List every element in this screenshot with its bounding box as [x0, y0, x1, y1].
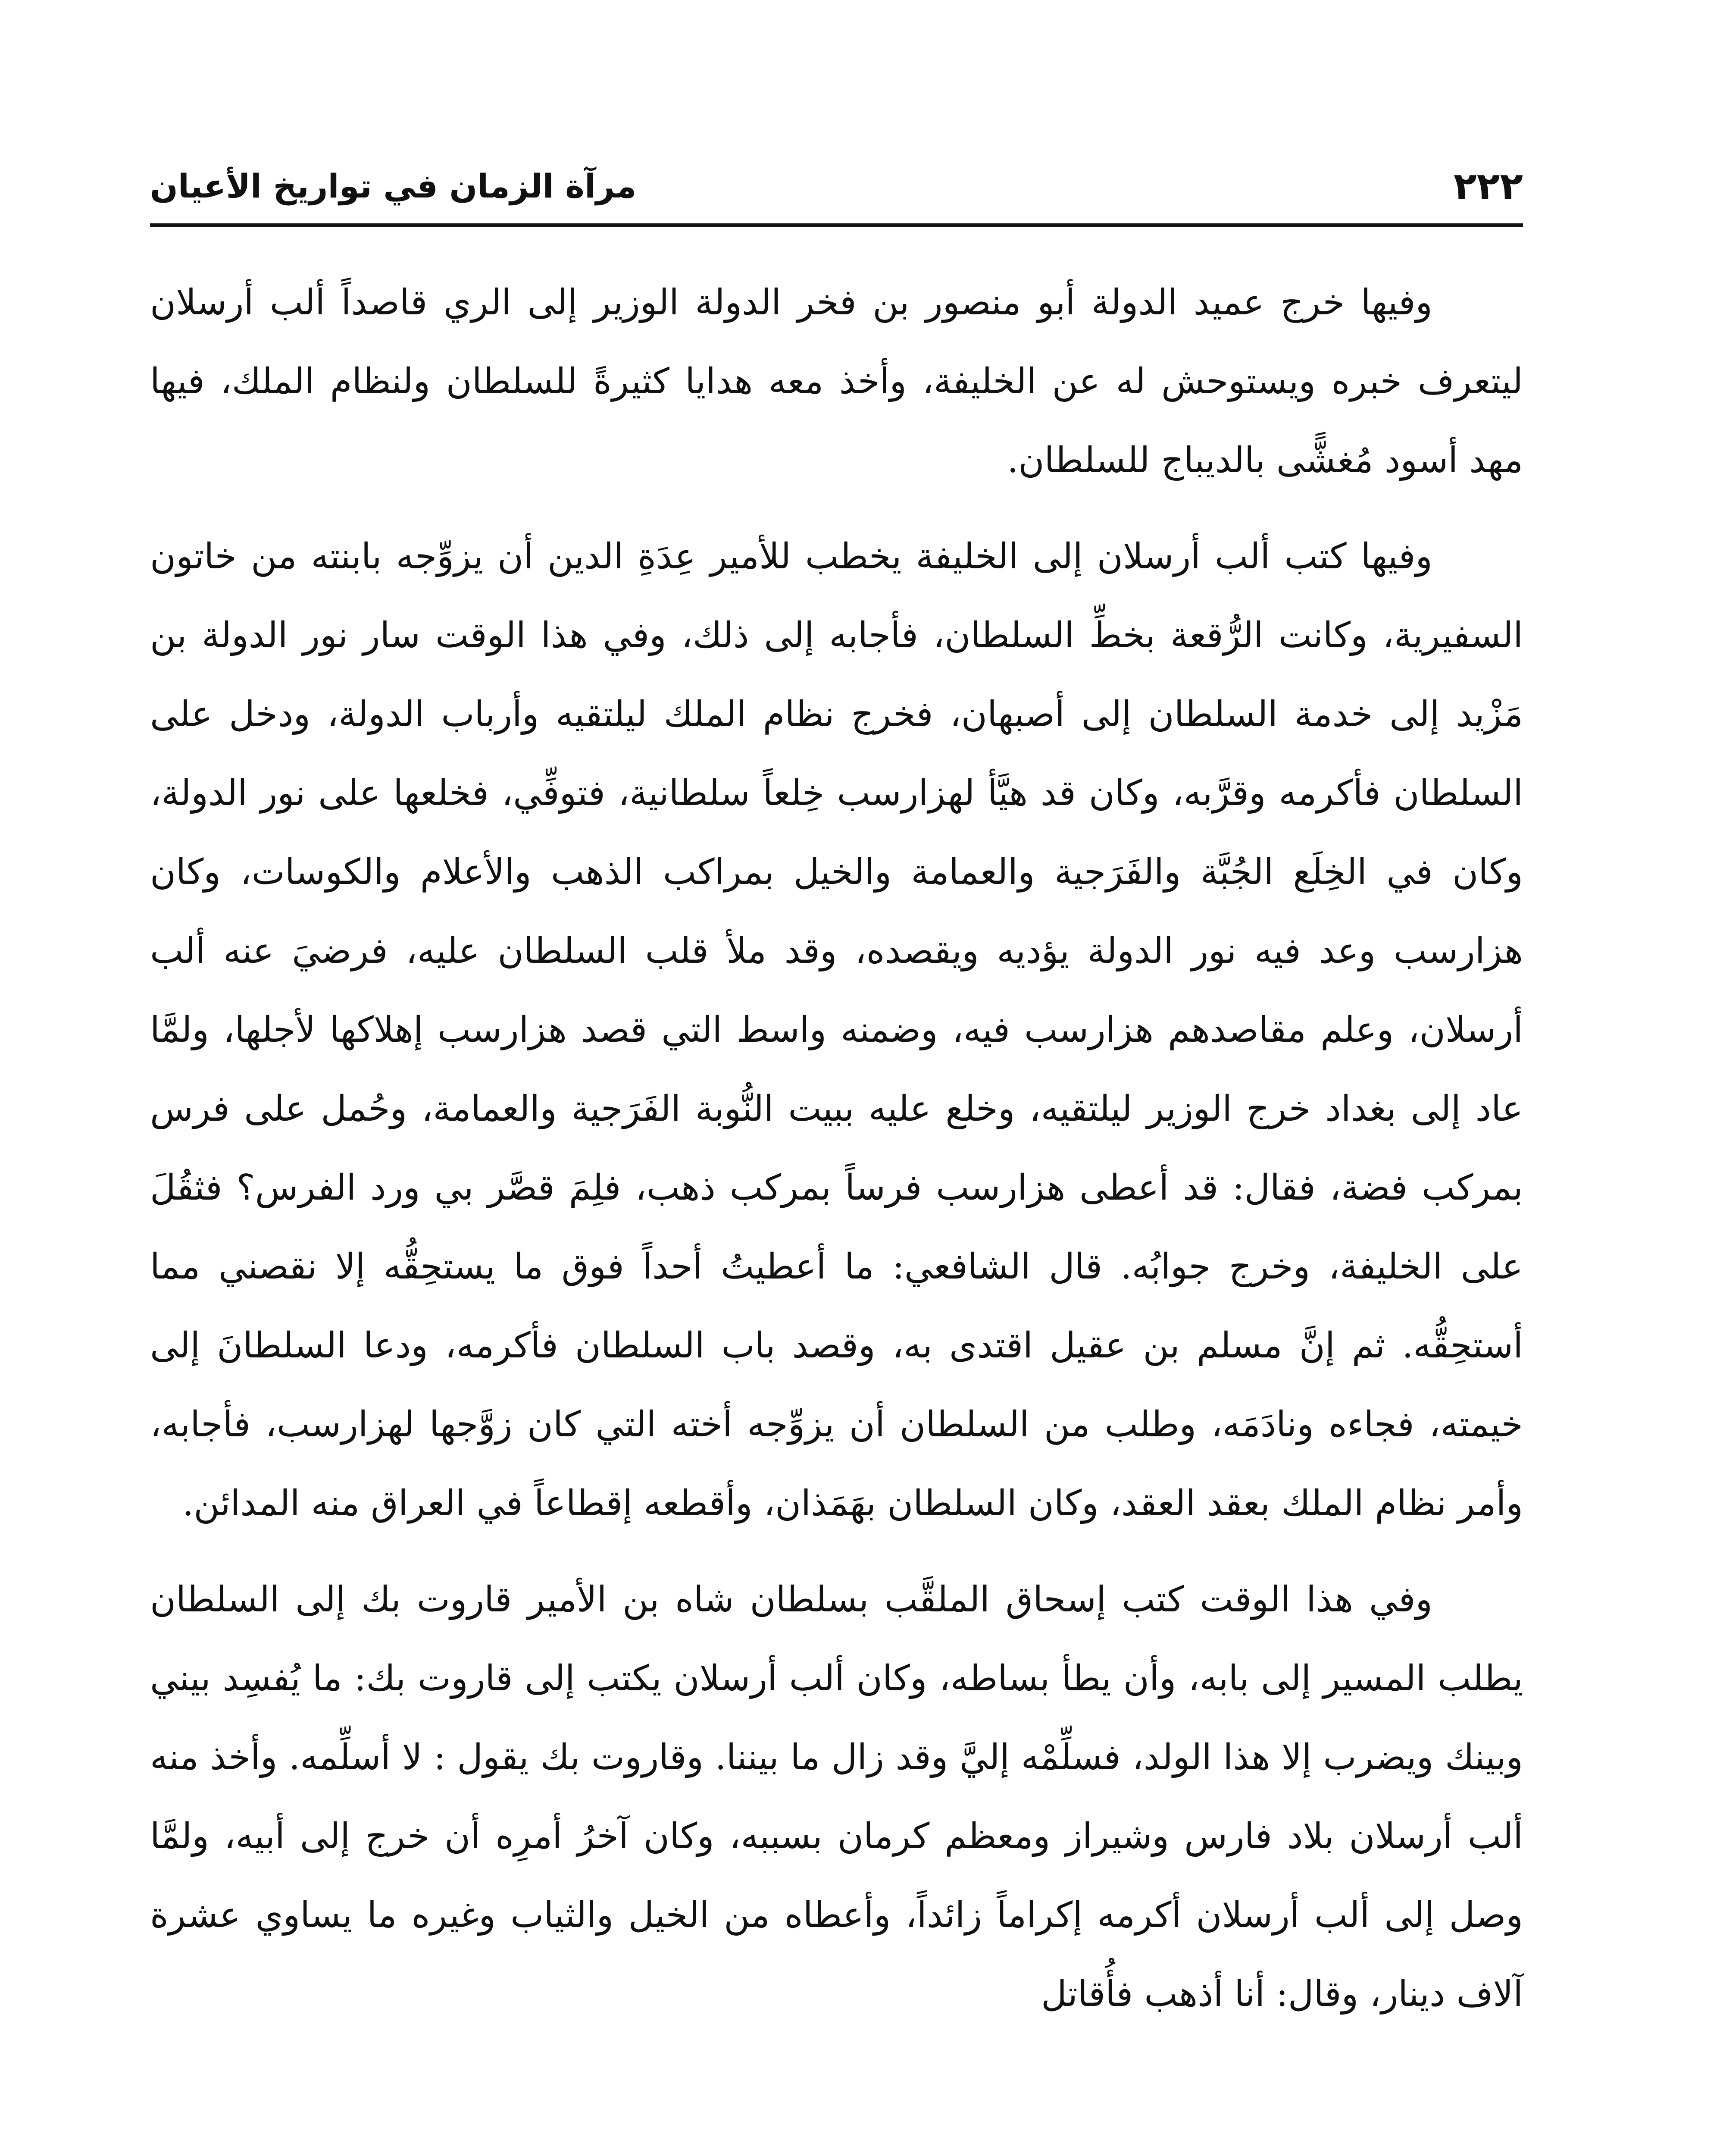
body-text: [150, 263, 1523, 2051]
paragraph-2: وفيها كتب ألب أرسلان إلى الخليفة يخطب للأمير عِدَةِ الدين أن يزوِّجه بابنته من خاتون السفيرية، وكانت الرُّقعة بخطِّ السلطان، فأجابه إلى ذلك، وفي هذا الوقت سار نور الدولة بن مَزْيد إلى خدمة السلطان إلى أصبهان، فخرج نظام الملك ليلتقيه وأرباب الدولة، ودخل على السلطان فأكرمه وقرَّبه، وكان قد هيَّأ لهزارسب خِلعاً سلطانية، فتوفِّي، فخلعها على نور الدولة، وكان في الخِلَع الجُبَّة والفَرَجية والعمامة والخيل بمراكب الذهب والأعلام والكوسات، وكان هزارسب وعد فيه نور الدولة يؤديه ويقصده، وقد ملأ قلب السلطان عليه، فرضيَ عنه ألب أرسلان، وعلم مقاصدهم هزارسب فيه، وضمنه واسط التي قصد هزارسب إهلاكها لأجلها، ولمَّا عاد إلى بغداد خرج الوزير ليلتقيه، وخلع عليه ببيت النُّوبة الفَرَجية والعمامة، وحُمل على فرس بمركب فضة، فقال: قد أعطى هزارسب فرساً بمركب ذهب، فلِمَ قصَّر بي ورد الفرس؟ فثقُلَ على الخليفة، وخرج جوابُه. قال الشافعي: ما أعطيتُ أحداً فوق ما يستحِقُّه إلا نقصني مما أستحِقُّه. ثم إنَّ مسلم بن عقيل اقتدى به، وقصد باب السلطان فأكرمه، ودعا السلطانَ إلى خيمته، فجاءه ونادَمَه، وطلب من السلطان أن يزوِّجه أخته التي كان زوَّجها لهزارسب، فأجابه، وأمر نظام الملك بعقد العقد، وكان السلطان بهَمَذان، وأقطعه إقطاعاً في العراق منه المدائن.: [150, 536, 1523, 1524]
header-rule: [150, 223, 1523, 227]
page-number: ٢٢٢: [1453, 164, 1523, 208]
page-header: [150, 160, 1523, 212]
running-title: مرآة الزمان في تواريخ الأعيان: [150, 167, 637, 205]
paragraph-1: وفيها خرج عميد الدولة أبو منصور بن فخر الدولة الوزير إلى الري قاصداً ألب أرسلان ليتعرف خبره ويستوحش له عن الخليفة، وأخذ معه هدايا كثيرةً للسلطان ولنظام الملك، فيها مهد أسود مُغشًّى بالديباج للسلطان.: [150, 282, 1523, 481]
paragraph-3: وفي هذا الوقت كتب إسحاق الملقَّب بسلطان شاه بن الأمير قاروت بك إلى السلطان يطلب المسير إلى بابه، وأن يطأ بساطه، وكان ألب أرسلان يكتب إلى قاروت بك: ما يُفسِد بيني وبينك ويضرب إلا هذا الولد، فسلِّمْه إليَّ وقد زال ما بيننا. وقاروت بك يقول : لا أسلِّمه. وأخذ منه ألب أرسلان بلاد فارس وشيراز ومعظم كرمان بسببه، وكان آخرُ أمرِه أن خرج إلى أبيه، ولمَّا وصل إلى ألب أرسلان أكرمه إكراماً زائداً، وأعطاه من الخيل والثياب وغيره ما يساوي عشرة آلاف دينار، وقال: أنا أذهب فأُقاتل: [150, 1579, 1523, 2015]
